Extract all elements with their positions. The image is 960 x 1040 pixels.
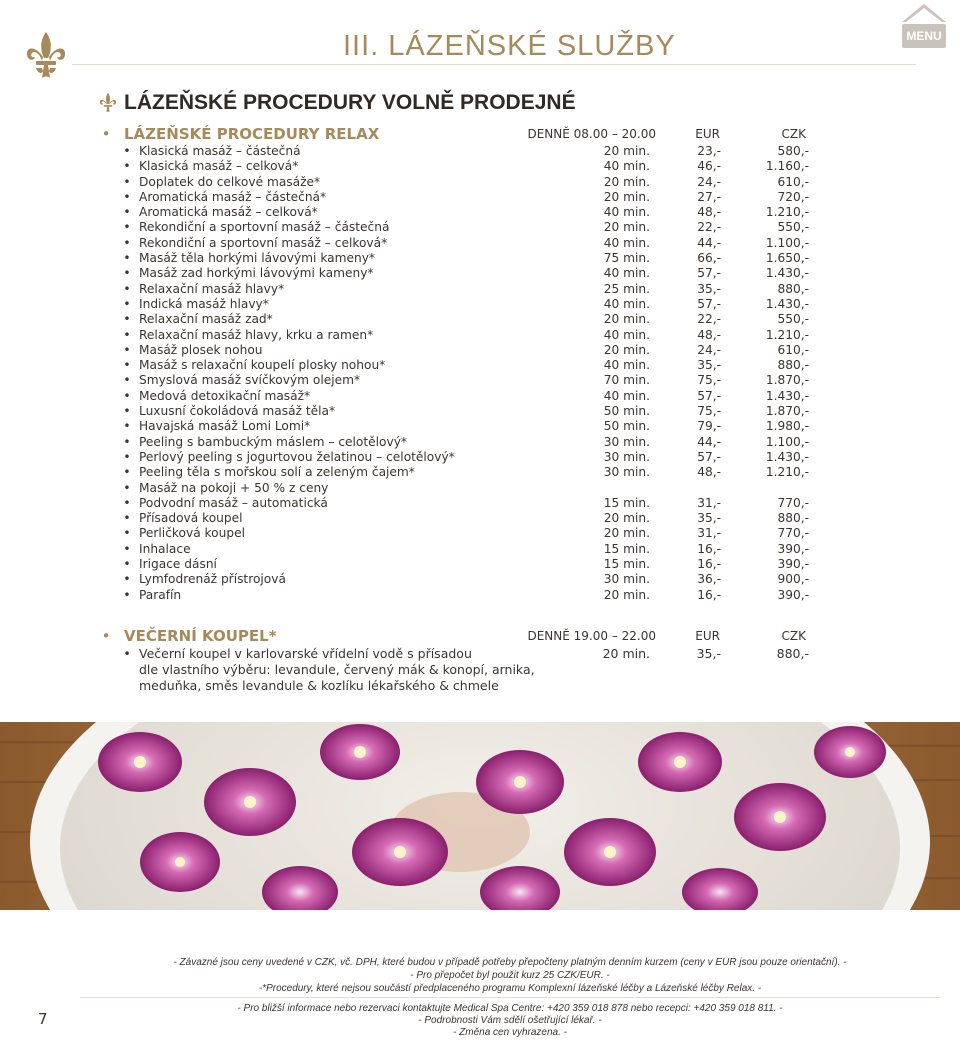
czk-column-label: CZK [781, 629, 806, 643]
bullet: • [101, 125, 111, 143]
item-duration: 50 min. [603, 419, 650, 434]
item-price-eur: 44,- [697, 235, 721, 250]
item-name: Peeling těla s mořskou solí a zeleným čajem* [139, 465, 415, 480]
item-price-czk: 770,- [777, 526, 809, 541]
list-item [0, 266, 960, 281]
item-duration: 20 min. [603, 174, 650, 189]
list-item [0, 557, 960, 572]
item-price-eur: 57,- [697, 388, 721, 403]
item-price-eur: 31,- [697, 526, 721, 541]
item-name: Lymfodrenáž přístrojová [139, 572, 286, 587]
item-description: meduňka, směs levandule & kozlíku lékařského & chmele [139, 678, 499, 693]
bullet: • [123, 419, 131, 434]
list-item [0, 419, 960, 434]
list-item [0, 159, 960, 174]
item-name: Indická masáž hlavy* [139, 296, 269, 311]
item-price-eur: 35,- [696, 646, 721, 661]
bullet: • [123, 572, 131, 587]
bullet: • [123, 220, 131, 235]
group-name: VEČERNÍ KOUPEL* [124, 627, 277, 645]
section-heading [98, 90, 576, 116]
item-duration: 40 min. [603, 296, 650, 311]
bullet: • [123, 480, 131, 495]
bullet: • [123, 646, 131, 661]
item-duration: 15 min. [603, 495, 650, 510]
list-item [0, 404, 960, 419]
bullet: • [123, 511, 131, 526]
group-hours: DENNĚ 08.00 – 20.00 [527, 127, 656, 141]
item-price-czk: 1.430,- [765, 449, 809, 464]
czk-column-label: CZK [781, 127, 806, 141]
item-price-eur: 48,- [697, 327, 721, 342]
bullet: • [123, 342, 131, 357]
section-title: LÁZEŇSKÉ PROCEDURY VOLNĚ PRODEJNÉ [124, 91, 576, 114]
item-price-eur: 16,- [697, 557, 721, 572]
item-duration: 40 min. [603, 159, 650, 174]
bullet: • [101, 627, 111, 645]
item-name: Večerní koupel v karlovarské vřídelní vodě s přísadou [139, 646, 472, 661]
footer-divider [80, 997, 940, 998]
list-item [0, 328, 960, 343]
item-price-czk: 720,- [777, 189, 809, 204]
list-item [0, 465, 960, 480]
item-name: Masáž na pokoji + 50 % z ceny [139, 480, 329, 495]
bullet: • [123, 373, 131, 388]
item-price-czk: 1.980,- [765, 419, 809, 434]
item-duration: 40 min. [603, 388, 650, 403]
relax-group-header [0, 124, 960, 144]
item-duration: 20 min. [603, 587, 650, 602]
fleur-de-lis-icon [24, 30, 68, 82]
footer-note: - Závazné jsou ceny uvedené v CZK, vč. DPH, které budou v případě potřeby přepočteny platným denním kurzem (ceny v EUR jsou pouze orientační). - [173, 957, 847, 968]
item-price-czk: 880,- [777, 358, 809, 373]
list-item [0, 542, 960, 557]
list-item [0, 511, 960, 526]
item-name: Aromatická masáž – celková* [139, 205, 318, 220]
item-name: Doplatek do celkové masáže* [139, 174, 321, 189]
orchid-bowl-photo [0, 722, 960, 910]
group-name: LÁZEŇSKÉ PROCEDURY RELAX [124, 125, 380, 143]
item-name: Smyslová masáž svíčkovým olejem* [139, 373, 361, 388]
item-price-czk: 1.210,- [765, 327, 809, 342]
item-duration: 40 min. [603, 235, 650, 250]
bullet: • [123, 189, 131, 204]
list-item [0, 312, 960, 327]
item-price-czk: 1.430,- [765, 388, 809, 403]
item-duration: 25 min. [603, 281, 650, 296]
fleur-de-lis-icon [98, 92, 118, 114]
item-duration: 70 min. [603, 373, 650, 388]
bullet: • [123, 404, 131, 419]
list-item [0, 236, 960, 251]
bullet: • [123, 434, 131, 449]
item-price-czk: 1.430,- [765, 266, 809, 281]
list-item [0, 343, 960, 358]
bullet: • [123, 526, 131, 541]
item-price-czk: 610,- [777, 342, 809, 357]
item-name: Masáž těla horkými lávovými kameny* [139, 251, 376, 266]
bullet: • [123, 541, 131, 556]
item-duration: 20 min. [603, 189, 650, 204]
item-price-czk: 770,- [777, 495, 809, 510]
item-name: Rekondiční a sportovní masáž – částečná [139, 220, 390, 235]
item-price-eur: 57,- [697, 296, 721, 311]
page-number: 7 [38, 1010, 48, 1028]
item-price-czk: 1.650,- [765, 251, 809, 266]
item-name: Klasická masáž – celková* [139, 159, 299, 174]
item-price-czk: 390,- [777, 557, 809, 572]
bullet: • [123, 327, 131, 342]
item-name: Masáž s relaxační koupelí plosky nohou* [139, 358, 386, 373]
item-price-czk: 900,- [777, 572, 809, 587]
evening-group-header [0, 626, 960, 646]
item-price-eur: 66,- [697, 251, 721, 266]
item-duration: 20 min. [603, 511, 650, 526]
item-price-eur: 24,- [697, 342, 721, 357]
item-price-eur: 23,- [697, 144, 721, 158]
item-name: Masáž plosek nohou [139, 342, 263, 357]
item-price-czk: 1.160,- [765, 159, 809, 174]
list-item [0, 297, 960, 312]
chapter-title: III. LÁZEŇSKÉ SLUŽBY [343, 30, 676, 62]
item-name: Masáž zad horkými lávovými kameny* [139, 266, 374, 281]
item-duration: 50 min. [603, 404, 650, 419]
list-item [0, 358, 960, 373]
item-price-eur: 48,- [697, 205, 721, 220]
item-price-czk: 1.210,- [765, 205, 809, 220]
footer-notes [80, 956, 940, 995]
item-price-eur: 24,- [697, 174, 721, 189]
item-duration: 40 min. [603, 205, 650, 220]
group-hours: DENNĚ 19.00 – 22.00 [527, 629, 656, 643]
item-duration: 30 min. [603, 449, 650, 464]
item-price-czk: 580,- [777, 144, 809, 158]
list-item [0, 373, 960, 388]
item-price-czk: 1.210,- [765, 465, 809, 480]
evening-item [0, 646, 960, 694]
bullet: • [123, 388, 131, 403]
eur-column-label: EUR [695, 629, 720, 643]
item-price-eur: 22,- [697, 220, 721, 235]
bullet: • [123, 235, 131, 250]
item-price-eur: 48,- [697, 465, 721, 480]
item-price-eur: 16,- [697, 541, 721, 556]
item-name: Relaxační masáž zad* [139, 312, 273, 327]
item-duration: 20 min. [603, 342, 650, 357]
menu-label[interactable]: MENU [906, 29, 942, 43]
list-item [0, 496, 960, 511]
item-price-czk: 1.430,- [765, 296, 809, 311]
item-duration: 30 min. [603, 572, 650, 587]
bullet: • [123, 159, 131, 174]
list-item [0, 588, 960, 603]
item-duration: 20 min. [603, 144, 650, 158]
bullet: • [123, 312, 131, 327]
item-name: Klasická masáž – částečná [139, 144, 301, 158]
item-duration: 40 min. [603, 358, 650, 373]
item-price-eur: 16,- [697, 587, 721, 602]
bullet: • [123, 266, 131, 281]
bullet: • [123, 465, 131, 480]
item-price-czk: 1.870,- [765, 373, 809, 388]
item-name: Havajská masáž Lomi Lomi* [139, 419, 311, 434]
price-list [0, 144, 960, 603]
item-price-eur: 57,- [697, 449, 721, 464]
item-price-eur: 79,- [697, 419, 721, 434]
item-price-eur: 35,- [697, 281, 721, 296]
item-price-eur: 22,- [697, 312, 721, 327]
item-name: Peeling s bambuckým máslem – celotělový* [139, 434, 408, 449]
item-name: Medová detoxikační masáž* [139, 388, 311, 403]
list-item [0, 205, 960, 220]
list-item [0, 481, 960, 496]
bullet: • [123, 587, 131, 602]
item-duration: 20 min. [602, 646, 650, 661]
bullet: • [123, 557, 131, 572]
list-item [0, 175, 960, 190]
bullet: • [123, 281, 131, 296]
bullet: • [123, 205, 131, 220]
item-price-czk: 880,- [776, 646, 809, 661]
bullet: • [123, 144, 131, 158]
menu-button[interactable] [902, 4, 946, 48]
list-item [0, 282, 960, 297]
footer-note: - Pro přepočet byl použit kurz 25 CZK/EUR. - [410, 970, 610, 981]
footer-contact-line: - Změna cen vyhrazena. - [453, 1027, 567, 1038]
item-price-czk: 390,- [777, 587, 809, 602]
list-item [0, 450, 960, 465]
item-price-eur: 44,- [697, 434, 721, 449]
item-name: Přísadová koupel [139, 511, 243, 526]
item-duration: 20 min. [603, 312, 650, 327]
bullet: • [123, 251, 131, 266]
item-name: Podvodní masáž – automatická [139, 495, 328, 510]
item-name: Rekondiční a sportovní masáž – celková* [139, 235, 388, 250]
footer-contact-line: - Pro bližší informace nebo rezervaci kontaktujte Medical Spa Centre: +420 359 018 878 nebo recepci: +420 359 018 811. - [237, 1003, 783, 1014]
bullet: • [123, 449, 131, 464]
item-duration: 40 min. [603, 327, 650, 342]
item-duration: 75 min. [603, 251, 650, 266]
item-price-czk: 610,- [777, 174, 809, 189]
item-price-eur: 46,- [697, 159, 721, 174]
item-price-eur: 31,- [697, 495, 721, 510]
item-price-eur: 35,- [697, 358, 721, 373]
footer-note: -*Procedury, které nejsou součástí předplaceného programu Komplexní lázeňské léčby a Lázeňské léčby Relax. - [258, 983, 762, 994]
bullet: • [123, 174, 131, 189]
item-price-eur: 57,- [697, 266, 721, 281]
footer-contact [80, 1003, 940, 1039]
item-price-eur: 75,- [697, 373, 721, 388]
item-duration: 15 min. [603, 541, 650, 556]
list-item [0, 251, 960, 266]
item-name: Relaxační masáž hlavy, krku a ramen* [139, 327, 374, 342]
item-duration: 30 min. [603, 434, 650, 449]
item-price-czk: 550,- [777, 220, 809, 235]
list-item [0, 220, 960, 235]
item-price-czk: 1.870,- [765, 404, 809, 419]
footer-contact-line: - Podrobnosti Vám sdělí ošetřující lékař. - [418, 1015, 602, 1026]
item-duration: 30 min. [603, 465, 650, 480]
item-duration: 15 min. [603, 557, 650, 572]
item-price-czk: 390,- [777, 541, 809, 556]
item-name: Relaxační masáž hlavy* [139, 281, 285, 296]
item-description: dle vlastního výběru: levandule, červený mák & konopí, arnika, [139, 662, 535, 677]
item-price-eur: 75,- [697, 404, 721, 419]
bullet: • [123, 495, 131, 510]
item-price-eur: 35,- [697, 511, 721, 526]
list-item [0, 435, 960, 450]
item-price-eur: 27,- [697, 189, 721, 204]
list-item [0, 526, 960, 541]
bullet: • [123, 358, 131, 373]
item-name: Irigace dásní [139, 557, 217, 572]
item-price-czk: 880,- [777, 281, 809, 296]
list-item [0, 190, 960, 205]
item-price-czk: 1.100,- [765, 235, 809, 250]
header-divider [72, 64, 916, 65]
list-item [0, 389, 960, 404]
item-price-czk: 880,- [777, 511, 809, 526]
item-price-eur: 36,- [697, 572, 721, 587]
item-name: Parafín [139, 587, 182, 602]
item-duration: 20 min. [603, 526, 650, 541]
list-item [0, 144, 960, 159]
item-name: Luxusní čokoládová masáž těla* [139, 404, 336, 419]
bullet: • [123, 296, 131, 311]
item-price-czk: 550,- [777, 312, 809, 327]
list-item [0, 572, 960, 587]
item-duration: 40 min. [603, 266, 650, 281]
item-duration: 20 min. [603, 220, 650, 235]
item-name: Aromatická masáž – částečná* [139, 189, 327, 204]
eur-column-label: EUR [695, 127, 720, 141]
item-price-czk: 1.100,- [765, 434, 809, 449]
item-name: Inhalace [139, 541, 191, 556]
item-name: Perličková koupel [139, 526, 245, 541]
item-name: Perlový peeling s jogurtovou želatinou – celotělový* [139, 449, 455, 464]
